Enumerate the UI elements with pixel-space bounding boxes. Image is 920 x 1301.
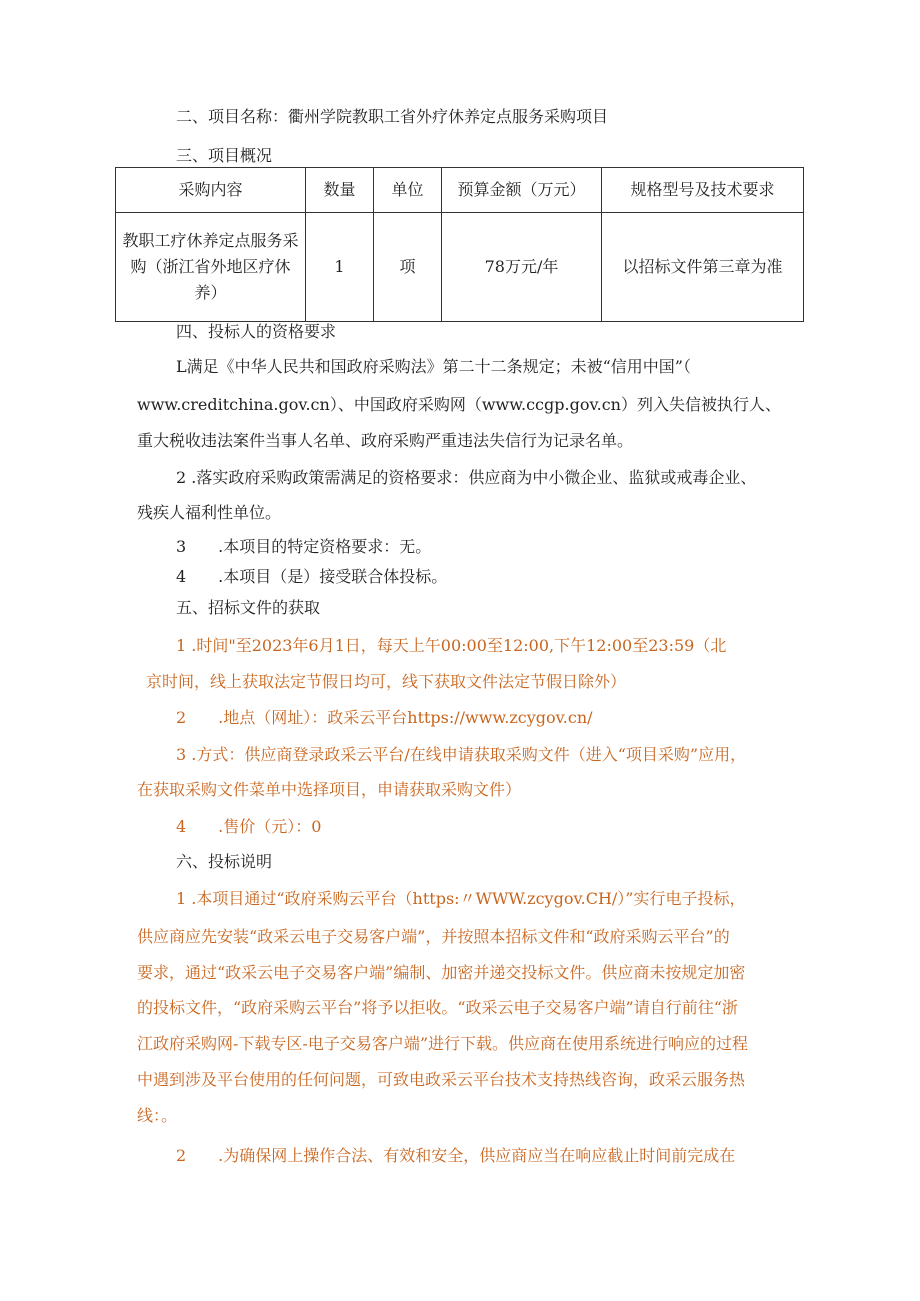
cell-content-line: 购（浙江省外地区疗休 [130, 257, 291, 276]
s6-item1-line4: 的投标文件，“政府采购云平台”将予以拒收。“政采云电子交易客户端”请自行前往“浙 [137, 998, 738, 1017]
s6-item2: 2 .为确保网上操作合法、有效和安全，供应商应当在响应截止时间前完成在 [176, 1146, 736, 1165]
s5-item1-line2: 京时间，线上获取法定节假日均可，线下获取文件法定节假日除外） [146, 672, 627, 691]
s6-item1-line5: 江政府采购网-下载专区-电子交易客户端”进行下载。供应商在使用系统进行响应的过程 [137, 1034, 748, 1053]
s4-item2-line2: 残疾人福利性单位。 [137, 503, 282, 522]
s6-item1-line6: 中遇到涉及平台使用的任何问题，可致电政采云平台技术支持热线咨询，政采云服务热 [137, 1070, 746, 1089]
s4-item1-line2: www.creditchina.gov.cn）、中国政府采购网（www.ccgp.gov.cn）列入失信被执行人、 [137, 395, 781, 414]
section-6-title: 六、投标说明 [176, 852, 273, 871]
cell-content [116, 213, 306, 322]
s6-item1-line7: 线：。 [137, 1106, 178, 1125]
s6-item1-line2: 供应商应先安装“政采云电子交易客户端”，并按照本招标文件和“政府采购云平台”的 [137, 927, 730, 946]
s6-item1-line1: 1 .本项目通过“政府采购云平台（https:〃WWW.zcygov.CH/）”实行电子投标， [176, 889, 746, 908]
cell-unit: 项 [374, 213, 442, 322]
procurement-table [115, 167, 804, 322]
cell-quantity: 1 [306, 213, 374, 322]
s4-item1-line1: L满足《中华人民共和国政府采购法》第二十二条规定；未被“信用中国”（ [176, 357, 691, 376]
s5-item3-line1: 3 .方式：供应商登录政采云平台/在线申请获取采购文件（进入“项目采购”应用， [176, 745, 747, 764]
s4-item3: 3 .本项目的特定资格要求：无。 [176, 537, 432, 556]
cell-spec: 以招标文件第三章为准 [602, 213, 804, 322]
header-spec: 规格型号及技术要求 [602, 168, 804, 213]
section-2-project-name: 二、项目名称：衢州学院教职工省外疗休养定点服务采购项目 [176, 107, 609, 126]
s5-item2: 2 .地点（网址）：政采云平台https://www.zcygov.cn/ [176, 708, 593, 727]
cell-content-line: 教职工疗休养定点服务采 [122, 231, 299, 250]
cell-budget: 78万元/年 [442, 213, 602, 322]
header-content: 采购内容 [116, 168, 306, 213]
header-quantity: 数量 [306, 168, 374, 213]
s5-item1-line1: 1 .时间"至2023年6月1日，每天上午00:00至12:00,下午12:00至23:59（北 [176, 636, 727, 655]
section-5-title: 五、招标文件的获取 [176, 598, 321, 617]
section-4-title: 四、投标人的资格要求 [176, 322, 337, 341]
header-budget: 预算金额（万元） [442, 168, 602, 213]
table-row [116, 213, 804, 322]
s4-item4: 4 .本项目（是）接受联合体投标。 [176, 567, 448, 586]
s5-item4: 4 .售价（元）：0 [176, 817, 322, 836]
cell-content-line: 养） [194, 283, 227, 302]
s5-item3-line2: 在获取采购文件菜单中选择项目，申请获取采购文件） [137, 780, 522, 799]
section-3-title: 三、项目概况 [176, 146, 273, 165]
s6-item1-line3: 要求，通过“政采云电子交易客户端”编制、加密并递交投标文件。供应商未按规定加密 [137, 963, 746, 982]
header-unit: 单位 [374, 168, 442, 213]
s4-item2-line1: 2 .落实政府采购政策需满足的资格要求：供应商为中小微企业、监狱或戒毒企业、 [176, 468, 757, 487]
s4-item1-line3: 重大税收违法案件当事人名单、政府采购严重违法失信行为记录名单。 [137, 431, 634, 450]
table-header-row [116, 168, 804, 213]
